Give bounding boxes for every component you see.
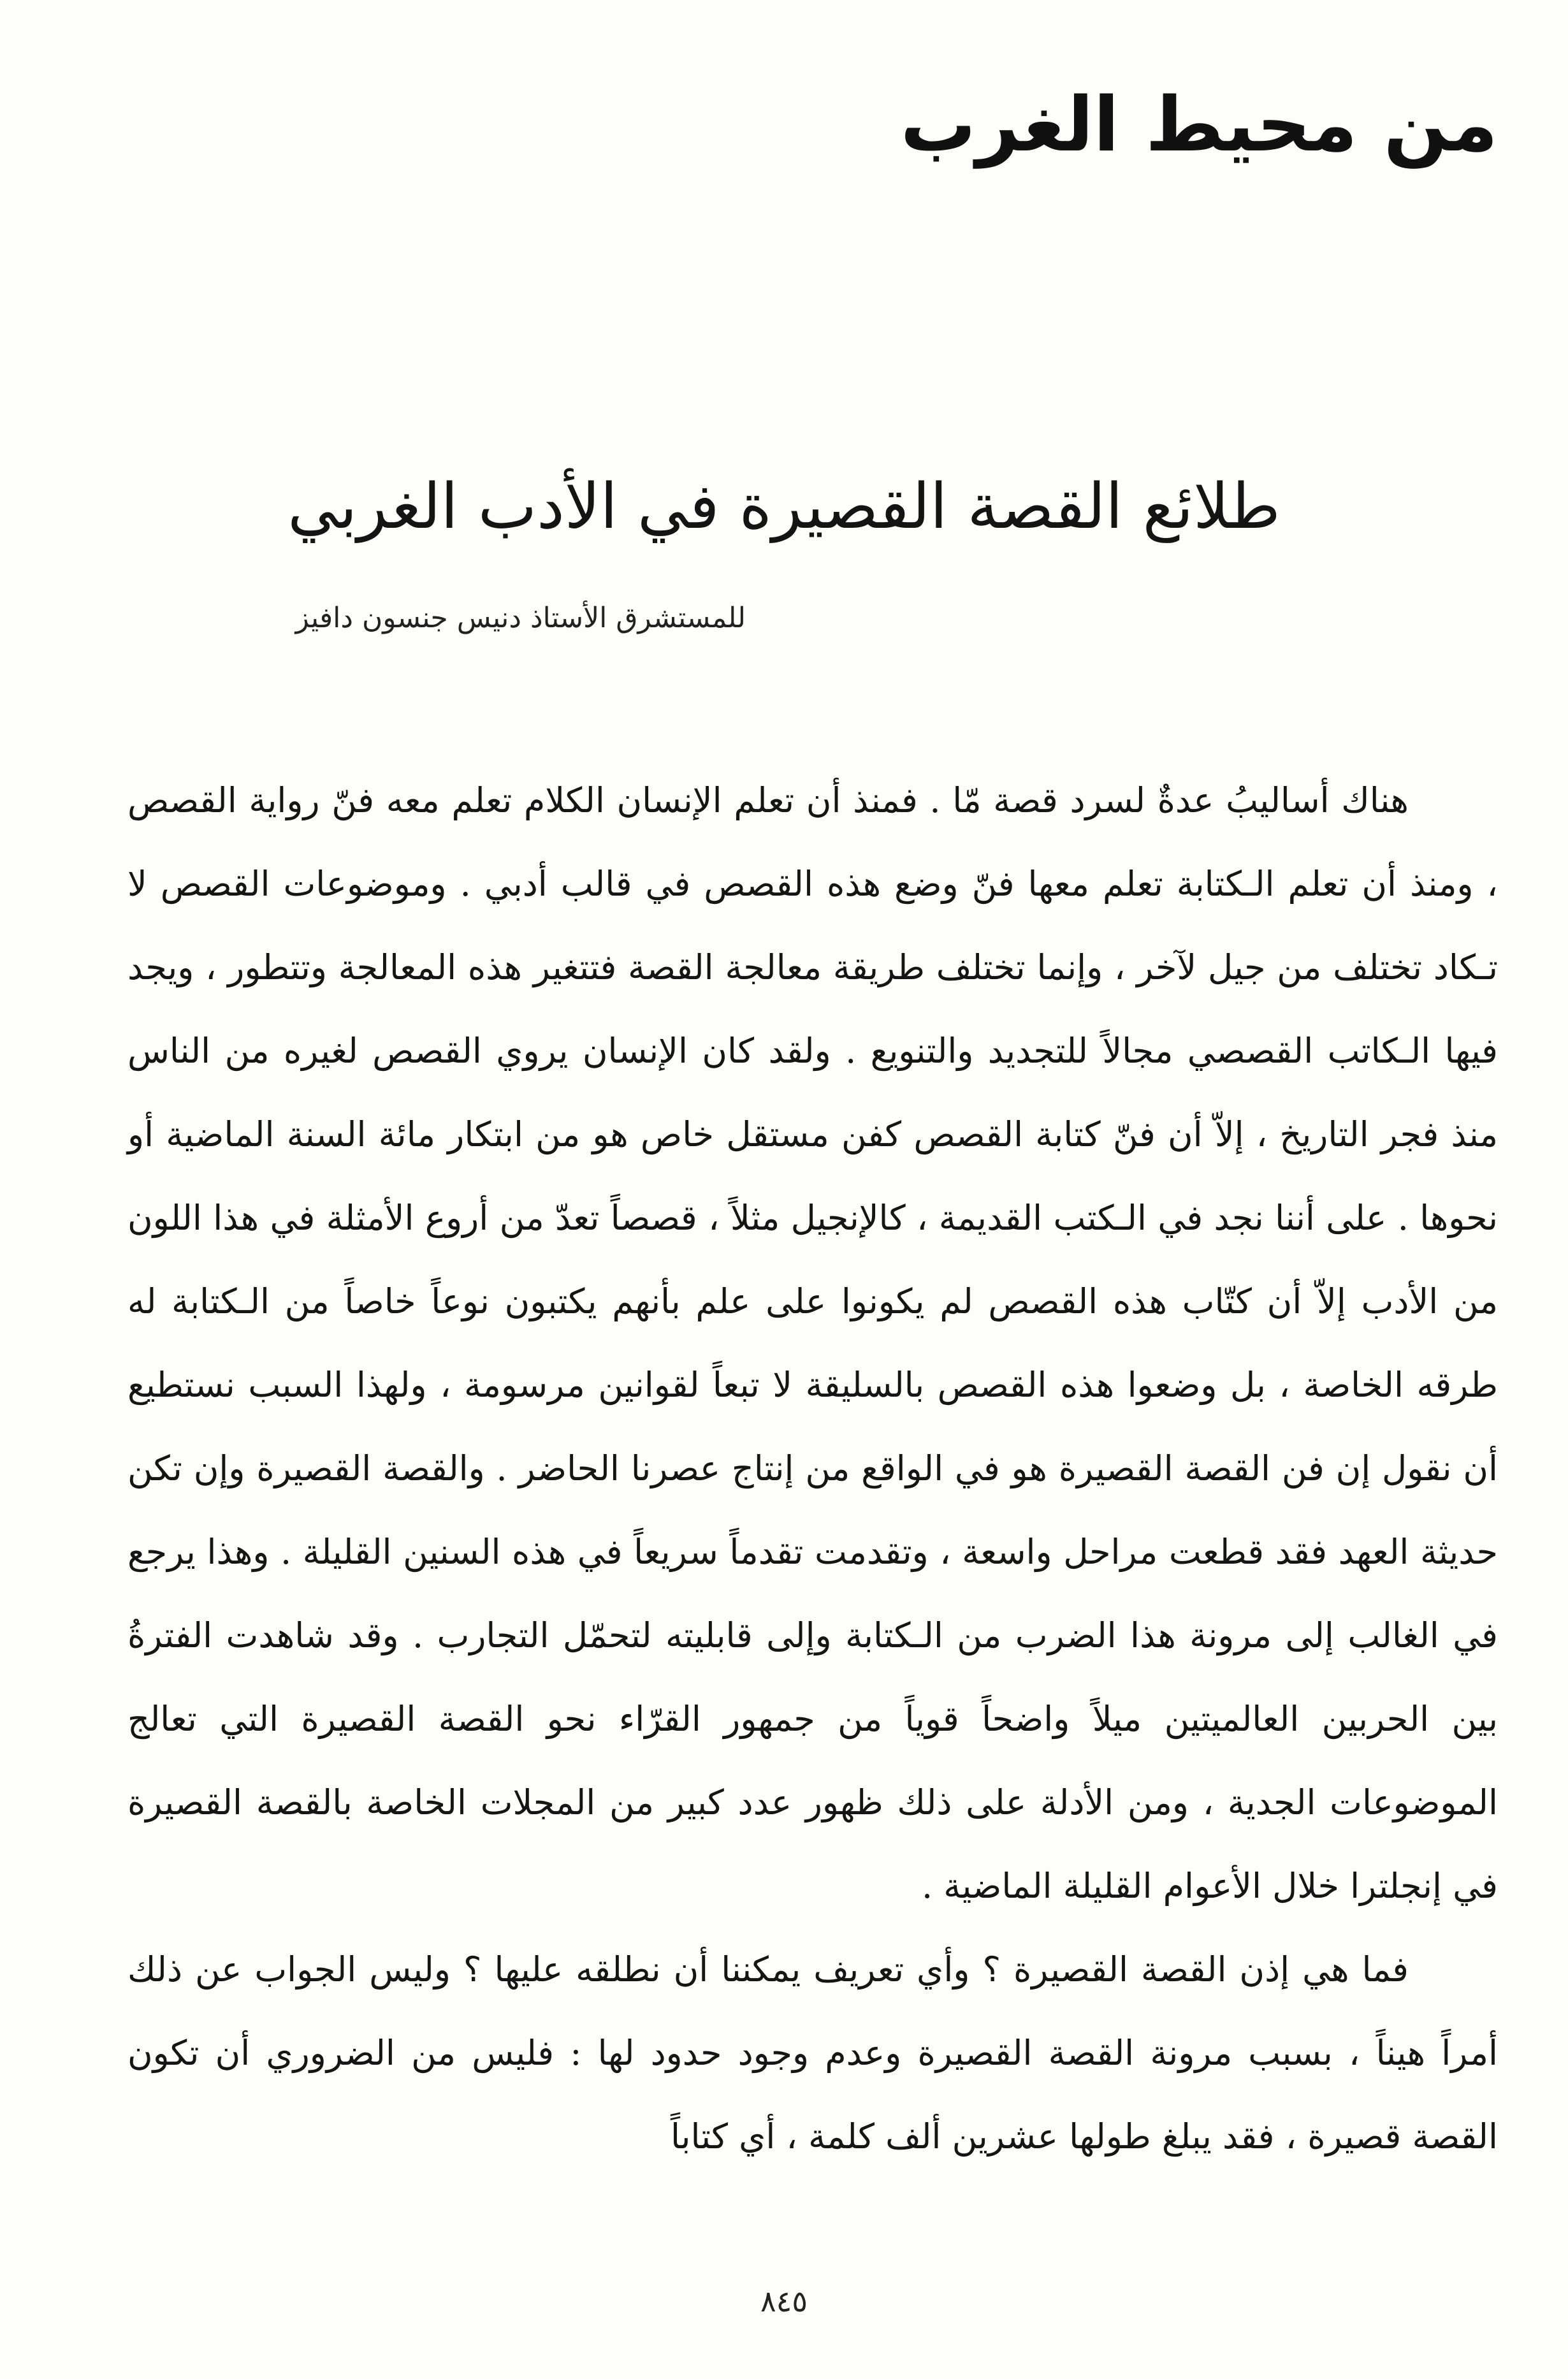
page-number: ٨٤٥ <box>760 2284 808 2318</box>
paragraph-1: هناك أساليبُ عدةٌ لسرد قصة مّا . فمنذ أن تعلم الإنسان الكلام تعلم معه فنّ رواية القصص ، ومنذ أن تعلم الـكتابة تعلم معها فنّ وضع هذه القصص في قالب أدبي . وموضوعات القصص لا تـكاد تختلف من جيل لآخر ، وإنما تختلف طريقة معالجة القصة فتتغير هذه المعالجة وتتطور ، ويجد فيها الـكاتب القصصي مجالاً للتجديد والتنويع . ولقد كان الإنسان يروي القصص لغيره من الناس منذ فجر التاريخ ، إلاّ أن فنّ كتابة القصص كفن مستقل خاص هو من ابتكار مائة السنة الماضية أو نحوها . على أننا نجد في الـكتب القديمة ، كالإنجيل مثلاً ، قصصاً تعدّ من أروع الأمثلة في هذا اللون من الأدب إلاّ أن كتّاب هذه القصص لم يكونوا على علم بأنهم يكتبون نوعاً خاصاً من الـكتابة له طرقه الخاصة ، بل وضعوا هذه القصص بالسليقة لا تبعاً لقوانين مرسومة ، ولهذا السبب نستطيع أن نقول إن فن القصة القصيرة هو في الواقع من إنتاج عصرنا الحاضر . والقصة القصيرة وإن تكن حديثة العهد فقد قطعت مراحل واسعة ، وتقدمت تقدماً سريعاً في هذه السنين القليلة . وهذا يرجع في الغالب إلى مرونة هذا الضرب من الـكتابة وإلى قابليته لتحمّل التجارب . وقد شاهدت الفترةُ بين الحربين العالميتين ميلاً واضحاً قوياً من جمهور القرّاء نحو القصة القصيرة التي تعالج الموضوعات الجدية ، ومن الأدلة على ذلك ظهور عدد كبير من المجلات الخاصة بالقصة القصيرة في إنجلترا خلال الأعوام القليلة الماضية . <box>127 780 1499 1906</box>
section-title: من محيط الغرب <box>900 80 1498 168</box>
article-title: طلائع القصة القصيرة في الأدب الغربي <box>287 470 1281 543</box>
paragraph-2: فما هي إذن القصة القصيرة ؟ وأي تعريف يمكننا أن نطلقه عليها ؟ وليس الجواب عن ذلك أمراً هيناً ، بسبب مرونة القصة القصيرة وعدم وجود حدود لها : فليس من الضروري أن تكون القصة قصيرة ، فقد يبلغ طولها عشرين ألف كلمة ، أي كتاباً <box>127 1949 1498 2157</box>
byline: للمستشرق الأستاذ دنيس جنسون دافيز <box>295 602 746 634</box>
article-body <box>127 759 1498 2178</box>
